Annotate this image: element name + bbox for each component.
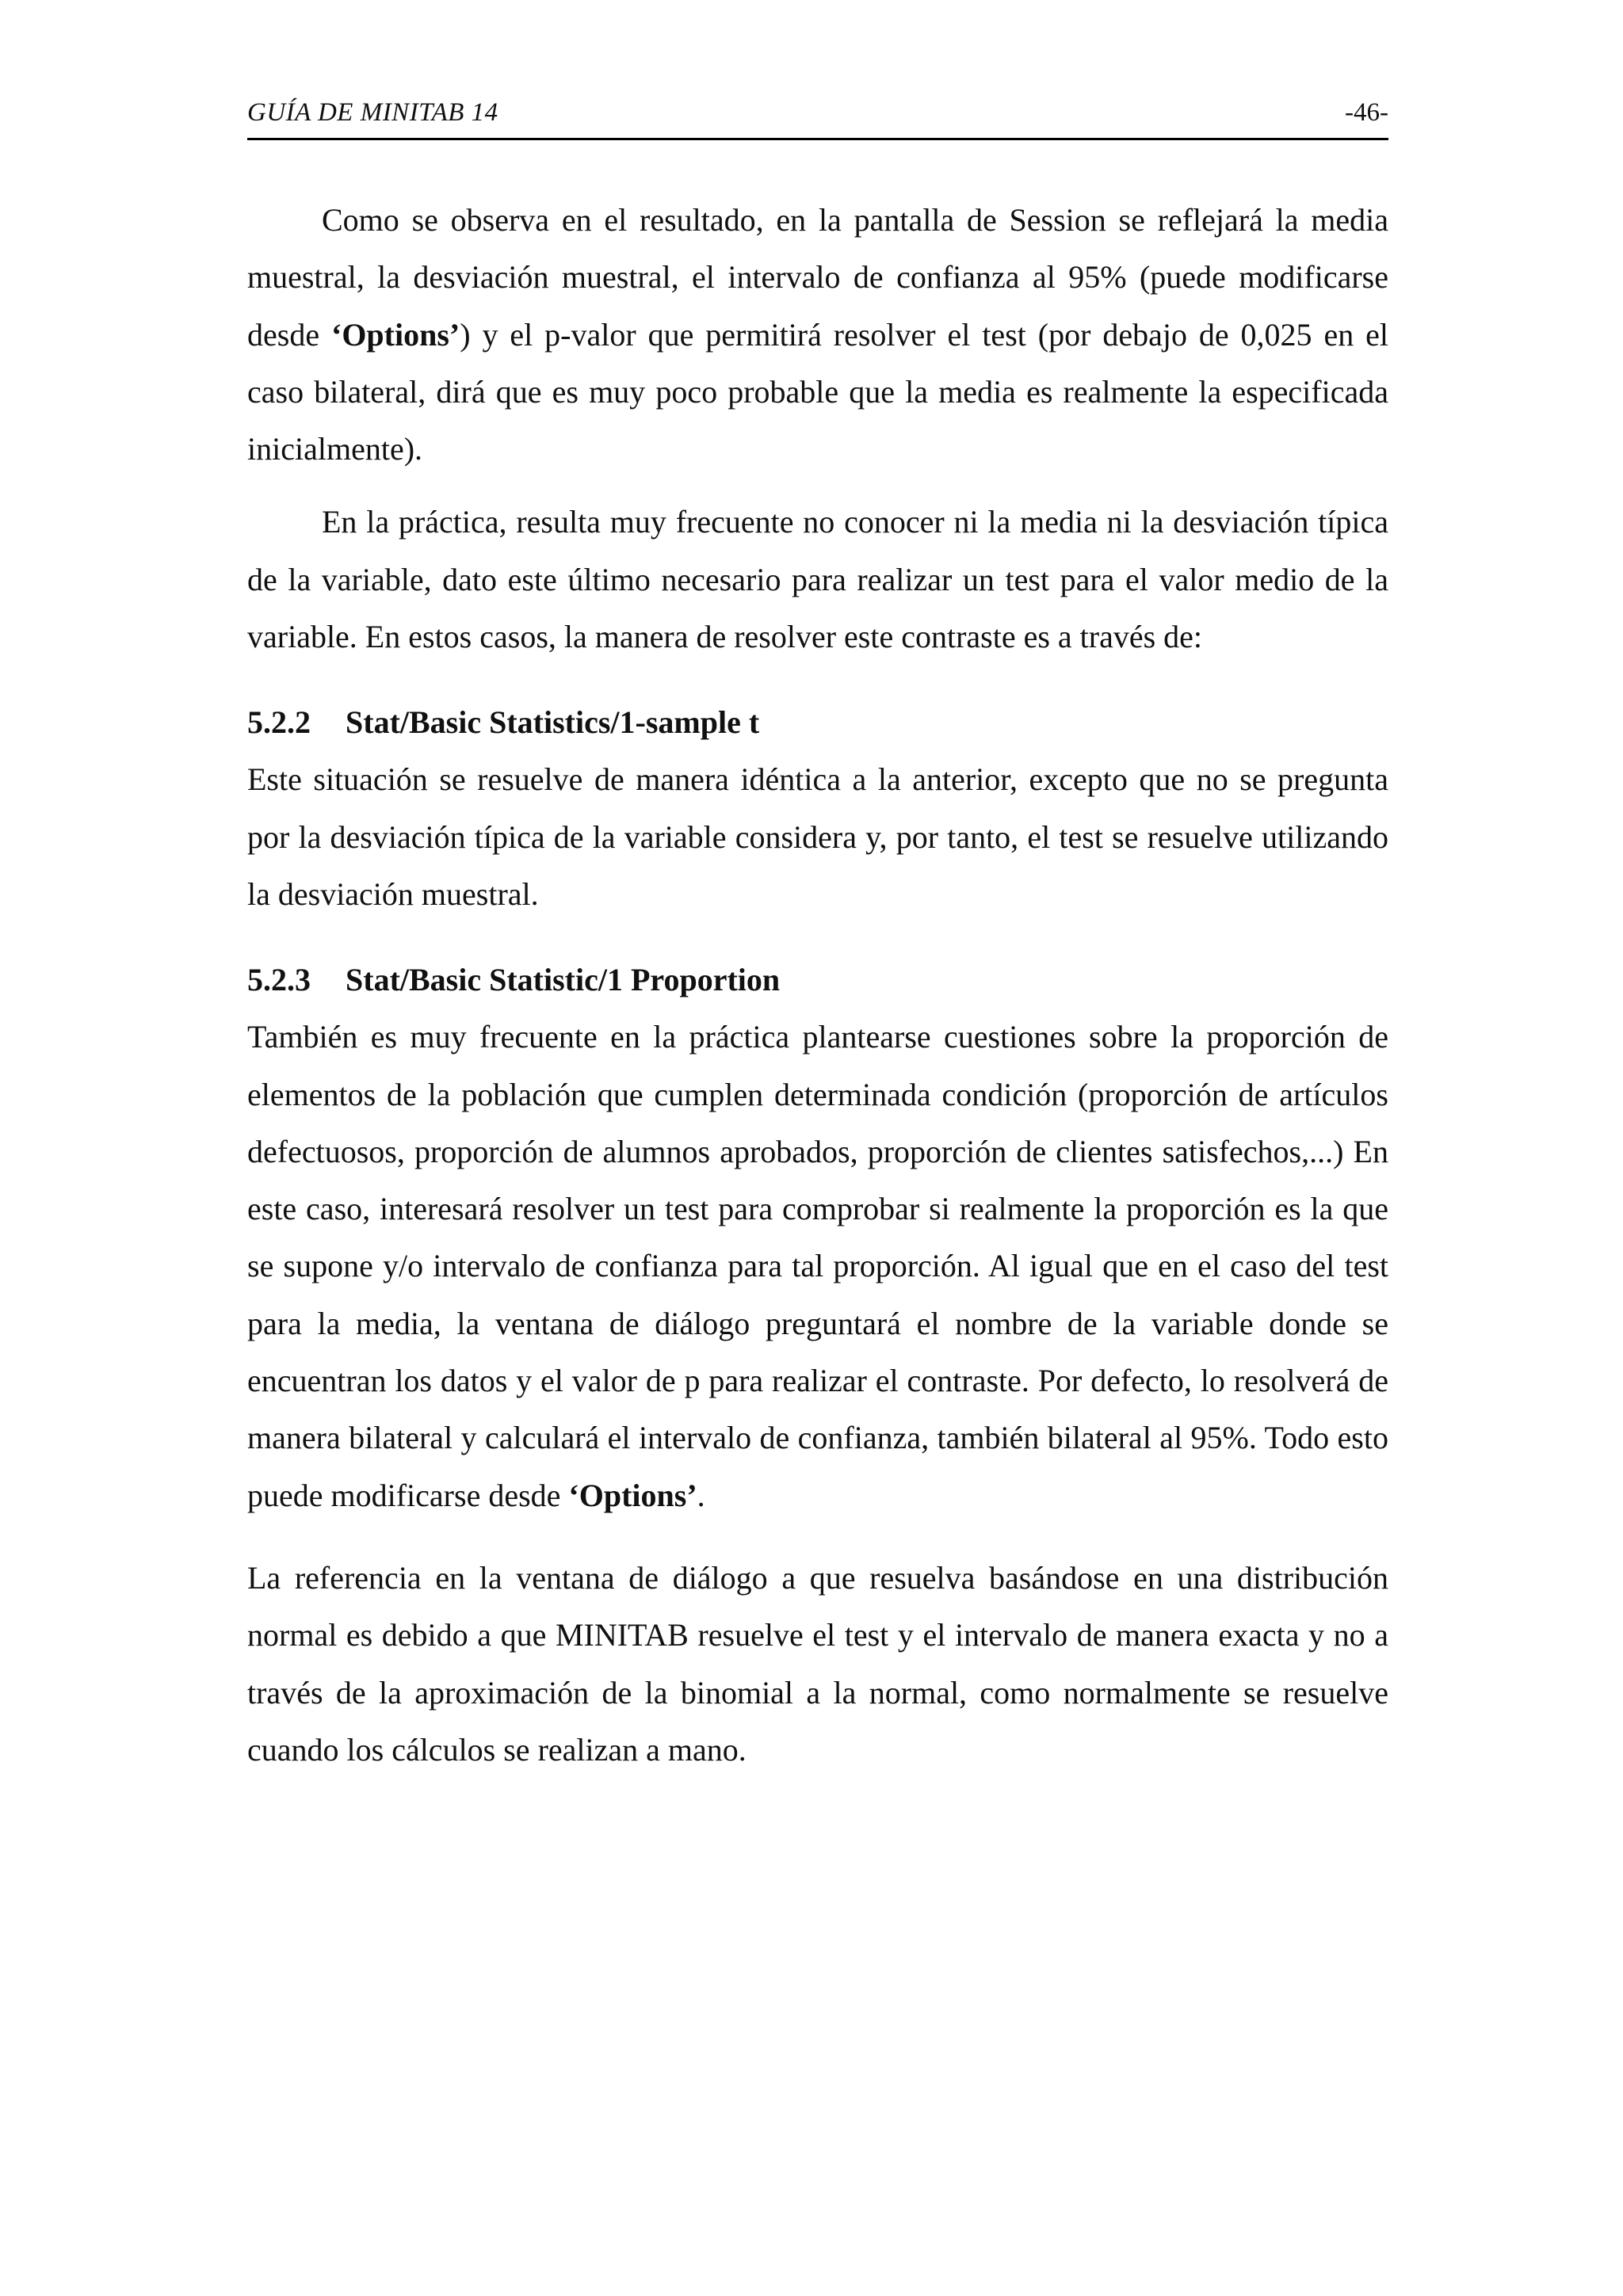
header-title: GUÍA DE MINITAB 14 xyxy=(247,98,498,127)
paragraph-session-results xyxy=(247,192,1388,478)
paragraph-text: Como se observa en el resultado, en la pantalla de Session se reflejará la media muestral, la desviación muestral, el intervalo de confianza al 95% (puede modificarse desde xyxy=(247,202,1388,353)
section-title: Stat/Basic Statistics/1-sample t xyxy=(346,704,760,741)
paragraph-unknown-variance: En la práctica, resulta muy frecuente no conocer ni la media ni la desviación típica de la variable, dato este último necesario para realizar un test para el valor medio de la variable. En estos casos, la manera de resolver este contraste es a través de: xyxy=(247,504,1388,655)
paragraph-text: ) y el p-valor que permitirá resolver el test (por debajo de 0,025 en el caso bilateral, dirá que es muy poco probable que la media es realmente la especificada inicialmente). xyxy=(247,316,1388,467)
section-heading-1-sample-t xyxy=(247,694,1388,751)
page-header xyxy=(247,93,1388,140)
paragraph-text: También es muy frecuente en la práctica plantearse cuestiones sobre la proporción de elementos de la población que cumplen determinada condición (proporción de artículos defectuosos, proporción de alumnos aprobados, proporción de clientes satisfechos,...) En este caso, interesará resolver un test para comprobar si realmente la proporción es la que se supone y/o intervalo de confianza para tal proporción. Al igual que en el caso del test para la media, la ventana de diálogo preguntará el nombre de la variable donde se encuentran los datos y el valor de p para realizar el contraste. Por defecto, lo resolverá de manera bilateral y calculará el intervalo de confianza, también bilateral al 95%. Todo esto puede modificarse desde xyxy=(247,1019,1388,1513)
paragraph-proportion xyxy=(247,1009,1388,1524)
body-content xyxy=(247,192,1388,1779)
section-number: 5.2.2 xyxy=(247,704,311,741)
section-title: Stat/Basic Statistic/1 Proportion xyxy=(346,962,781,998)
paragraph-normal-reference: La referencia en la ventana de diálogo a que resuelva basándose en una distribución normal es debido a que MINITAB resuelve el test y el intervalo de manera exacta y no a través de la aproximación de la binomial a la normal, como normalmente se resuelve cuando los cálculos se realizan a mano. xyxy=(247,1559,1388,1768)
section-heading-1-proportion xyxy=(247,952,1388,1009)
paragraph-text: . xyxy=(697,1477,705,1513)
paragraph-1-sample-t: Este situación se resuelve de manera idéntica a la anterior, excepto que no se pregunta por la desviación típica de la variable considera y, por tanto, el test se resuelve utilizando la desviación muestral. xyxy=(247,761,1388,912)
options-keyword: ‘Options’ xyxy=(331,316,460,353)
section-number: 5.2.3 xyxy=(247,962,311,998)
page-number: -46- xyxy=(1345,98,1388,127)
options-keyword: ‘Options’ xyxy=(568,1477,697,1513)
